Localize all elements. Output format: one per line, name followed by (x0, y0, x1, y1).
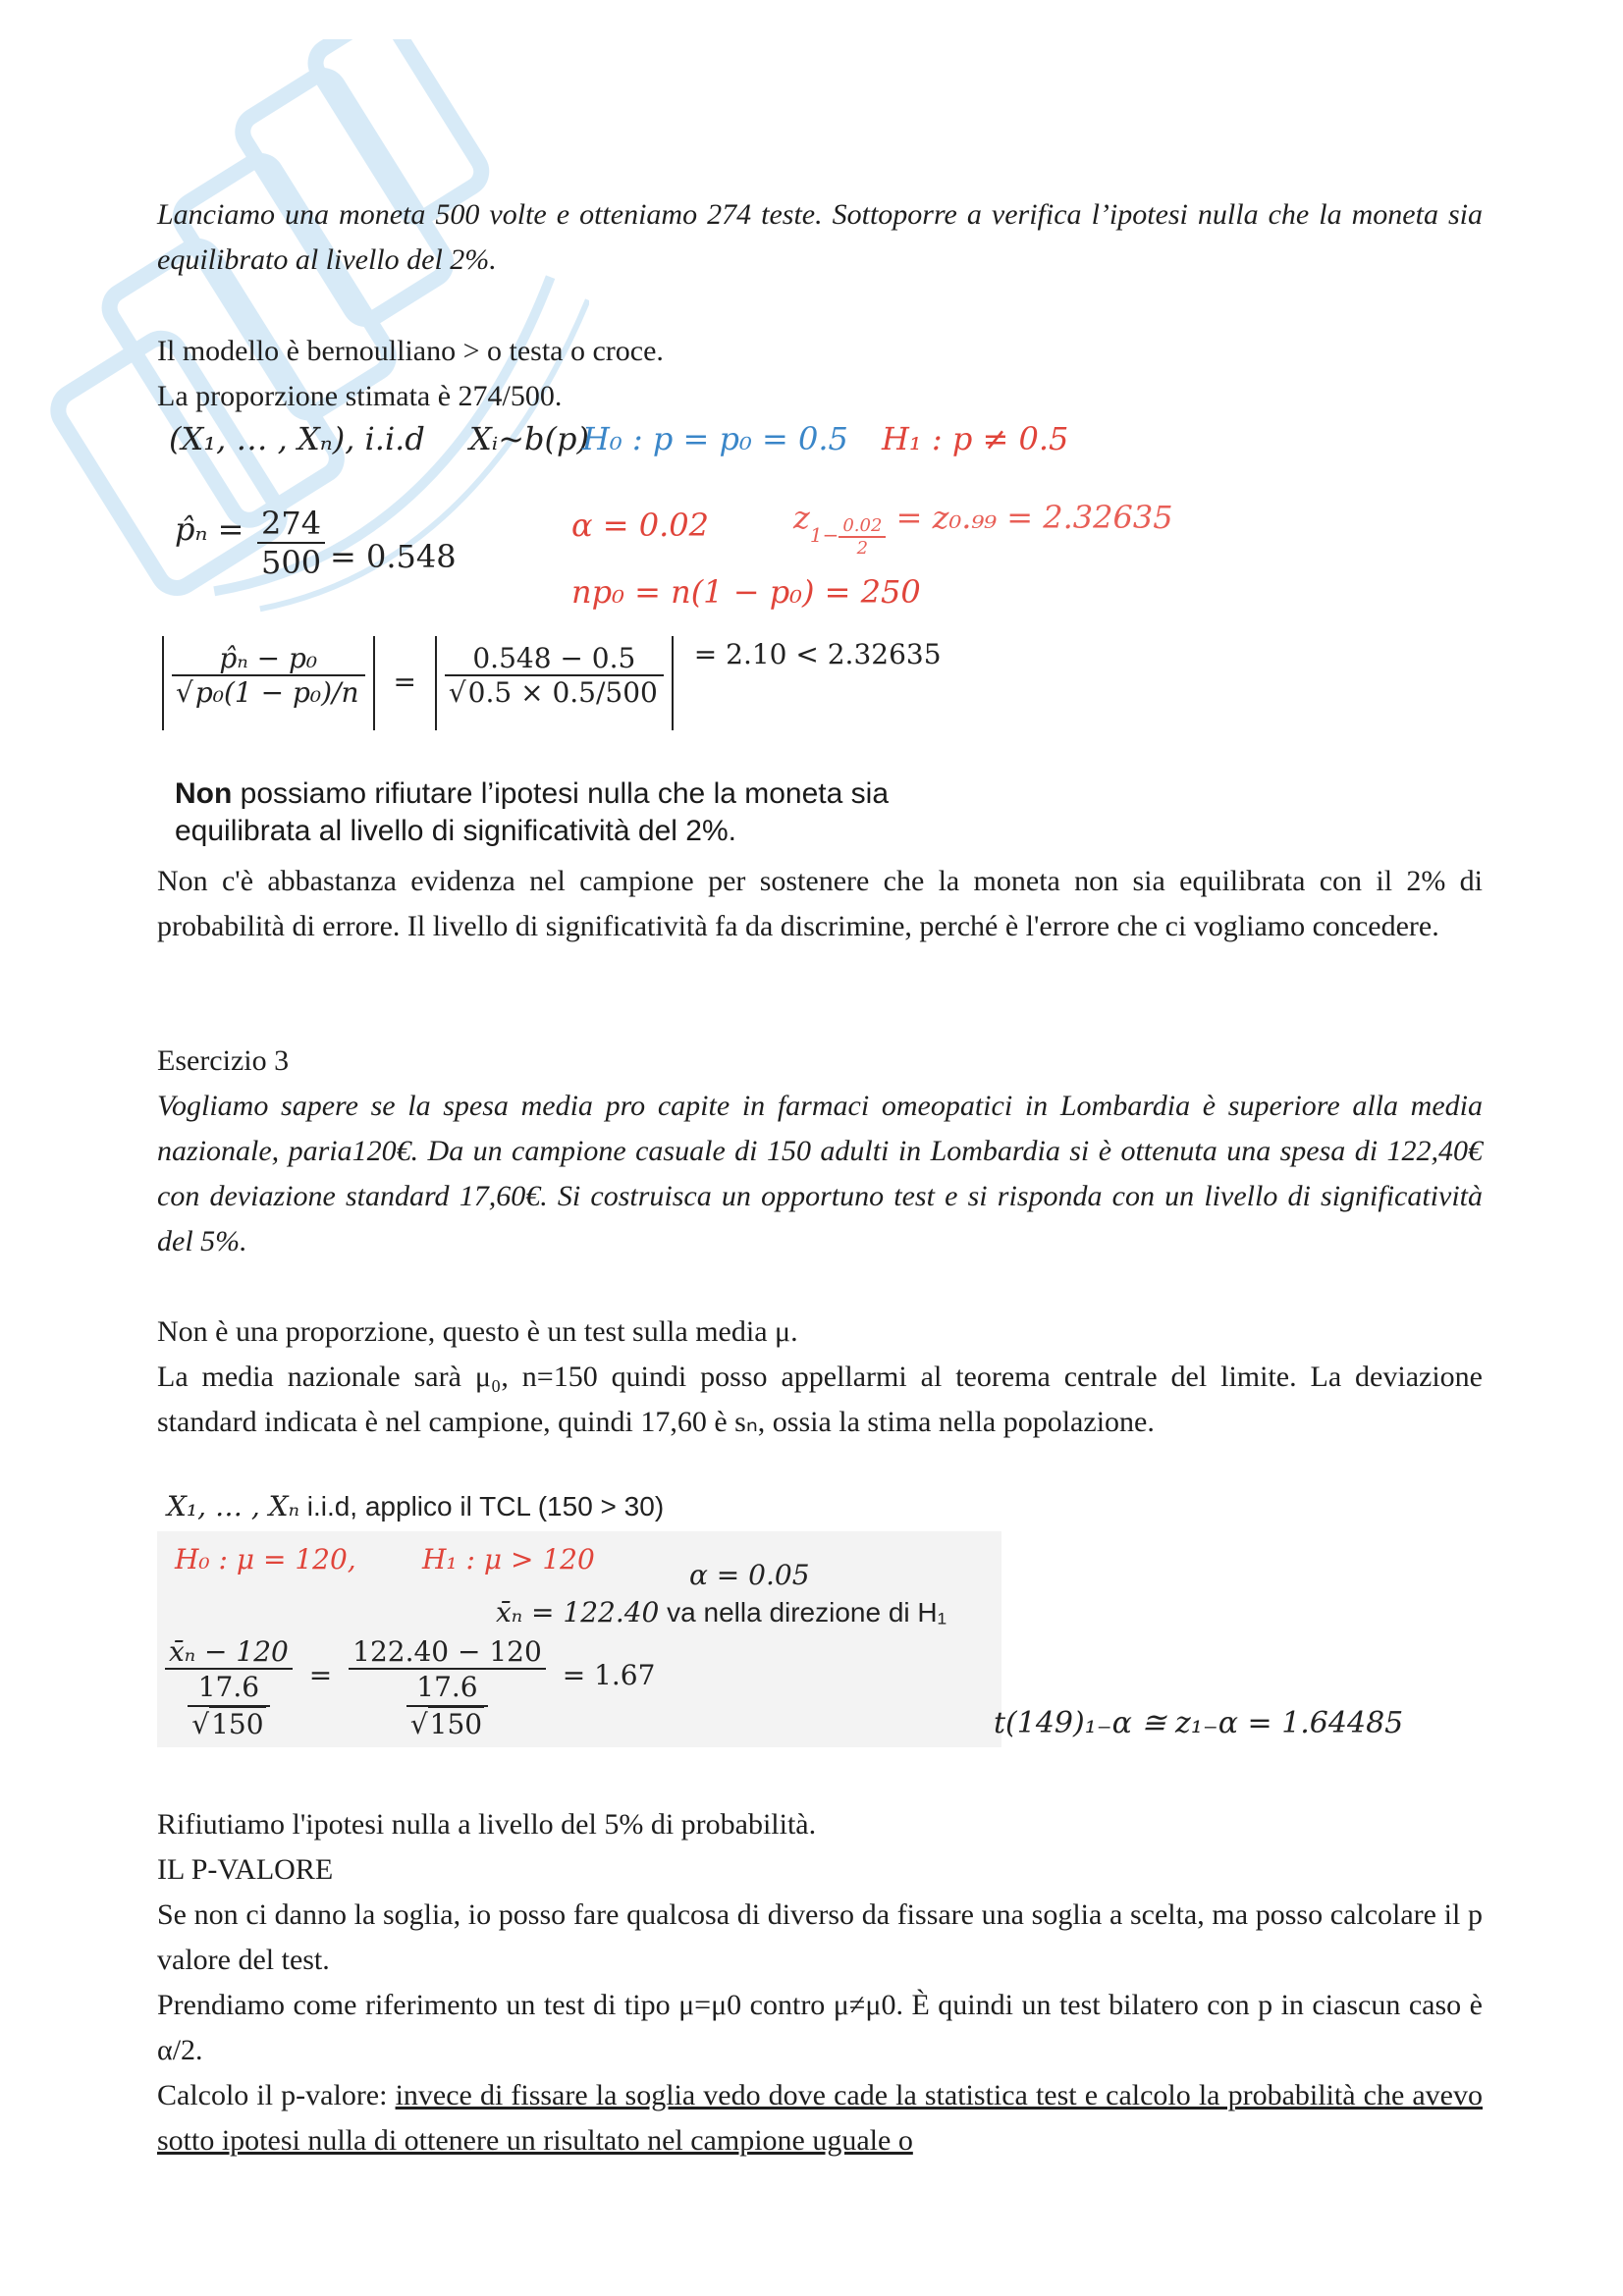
phat-value: = 0.548 (330, 538, 457, 575)
not-proportion-line: Non è una proporzione, questo è un test sulla media μ. (157, 1315, 798, 1348)
direction-note: va nella direzione di H₁ (659, 1597, 947, 1628)
problem-1-statement: Lanciamo una moneta 500 volte e otteniamo 274 teste. Sottoporre a verifica l’ipotesi nulla che la moneta sia equilibrato al livello del 2%. (157, 198, 1483, 276)
tcl-note: i.i.d, applico il TCL (150 > 30) (298, 1491, 665, 1522)
z-rhs: = z₀.₉₉ = 2.32635 (895, 499, 1173, 536)
z-sub-denominator: 2 (839, 536, 886, 559)
stat-numerator-values: 0.548 − 0.5 (472, 642, 636, 674)
np0-condition: np₀ = n(1 − p₀) = 250 (571, 573, 921, 611)
phat-fraction (257, 505, 325, 581)
sample-mean-value: x̄ₙ = 122.40 (496, 1596, 660, 1629)
problem-2-statement: Vogliamo sapere se la spesa media pro capite in farmaci omeopatici in Lombardia è superiore alla media nazionale, paria120€. Da un campione casuale di 150 adulti in Lombardia si è ottenuta una spesa di 122,40€ con deviazione standard 17,60€. Si costruisca un opportuno test e si risponda con un livello di significatività del 5%. (157, 1090, 1483, 1257)
stat-denominator: p₀(1 − p₀)/n (194, 676, 359, 709)
stat-numerator: p̂ₙ − p₀ (219, 642, 318, 674)
stat-result: = 2.10 < 2.32635 (693, 637, 942, 670)
conclusion-1 (175, 775, 889, 850)
conclusion-text-b: equilibrata al livello di significatività del 2%. (175, 815, 736, 847)
phat-denominator: 500 (257, 542, 325, 581)
pvalue-lead: Calcolo il p-valore: (157, 2079, 396, 2111)
phat-numerator: 274 (261, 505, 322, 542)
national-mean-paragraph: La media nazionale sarà μ₀, n=150 quindi posso appellarmi al teorema centrale del limite. La deviazione standard indicata è nel campione, quindi 17,60 è sₙ, ossia la stima nella popolazione. (157, 1361, 1483, 1438)
sample-2 (167, 1490, 664, 1522)
z-sub-prefix: 1− (809, 523, 839, 547)
alternative-hypothesis-2: H₁ : μ > 120 (422, 1543, 595, 1575)
pvalue-underlined: invece di fissare la soglia vedo dove cade la statistica test e calcolo la probabilità che avevo sotto ipotesi nulla di ottenere un risultato nel campione uguale o (157, 2079, 1484, 2157)
test-statistic-1: $\frac{\text{p̂ₙ − p₀}}{\text{√p₀(1 − p₀)/n}}$ = $\frac{0.548 - 0.5}{√0.5 \times 0.5/500}$ = 2.10 < 2.32635 (162, 636, 942, 734)
alternative-hypothesis: H₁ : p ≠ 0.5 (882, 420, 1069, 457)
explanation-1: Non c'è abbastanza evidenza nel campione per sostenere che la moneta non sia equilibrata con il 2% di probabilità di errore. Il livello di significatività fa da discrimine, perché è l'errore che ci vogliamo concedere. (157, 865, 1483, 942)
sample-label: (X₁, … , Xₙ), i.i.d (169, 420, 425, 457)
pvalue-paragraph-3 (157, 2073, 1483, 2163)
distribution: Xᵢ~b(p) (469, 420, 589, 457)
f1-numerator: x̄ₙ − 120 (169, 1635, 289, 1668)
pvalue-paragraph-1: Se non ci danno la soglia, io posso fare qualcosa di diverso da fissare una soglia a scelta, ma posso calcolare il p valore del test. (157, 1898, 1483, 1976)
conclusion-bold: Non (175, 777, 233, 810)
sample-mean (496, 1596, 947, 1629)
reject-line: Rifiutiamo l'ipotesi nulla a livello del 5% di probabilità. (157, 1808, 817, 1841)
conclusion-text-a: possiamo rifiutare l’ipotesi nulla che la moneta sia (232, 777, 889, 810)
f2-den-numerator: 17.6 (416, 1671, 478, 1703)
sample-definition (169, 420, 425, 457)
test-statistic-2: $\frac{\text{x̄ₙ − 120}}{\frac{17.6}{√150}}$ = $\frac{122.40 - 120}{\frac{17.6}{√150}}$ = 1.67 (165, 1635, 655, 1742)
model-line: Il modello è bernoulliano > o testa o croce. (157, 335, 664, 367)
critical-quantile: t(149)₁₋α ≅ z₁₋α = 1.64485 (994, 1706, 1404, 1740)
phat-lhs: p̂ₙ = (175, 510, 244, 548)
z-symbol: z (793, 499, 810, 536)
f1-den-numerator: 17.6 (197, 1671, 260, 1703)
z-sub-numerator: 0.02 (842, 514, 883, 536)
null-hypothesis: H₀ : p = p₀ = 0.5 (582, 420, 848, 457)
equals-sign: = (393, 665, 416, 698)
alpha-value: α = 0.02 (571, 507, 710, 544)
f1-den-root: 150 (211, 1708, 264, 1740)
pvalue-heading: IL P-VALORE (157, 1853, 334, 1886)
proportion-line: La proporzione stimata è 274/500. (157, 380, 563, 412)
exercise-heading: Esercizio 3 (157, 1044, 290, 1077)
f2-den-root: 150 (429, 1708, 483, 1740)
stat-denominator-values: 0.5 × 0.5/500 (467, 676, 658, 709)
alpha-2: α = 0.05 (689, 1559, 810, 1591)
pvalue-paragraph-2: Prendiamo come riferimento un test di tipo μ=μ0 contro μ≠μ0. È quindi un test bilatero con p in ciascun caso è α/2. (157, 1989, 1483, 2066)
f2-numerator: 122.40 − 120 (352, 1635, 542, 1668)
equals-sign-2: = (308, 1659, 333, 1691)
sample-2-label: X₁, … , Xₙ (167, 1490, 299, 1522)
stat-2-result: = 1.67 (562, 1659, 656, 1691)
critical-z (793, 499, 1173, 559)
null-hypothesis-2: H₀ : μ = 120, (175, 1543, 356, 1575)
